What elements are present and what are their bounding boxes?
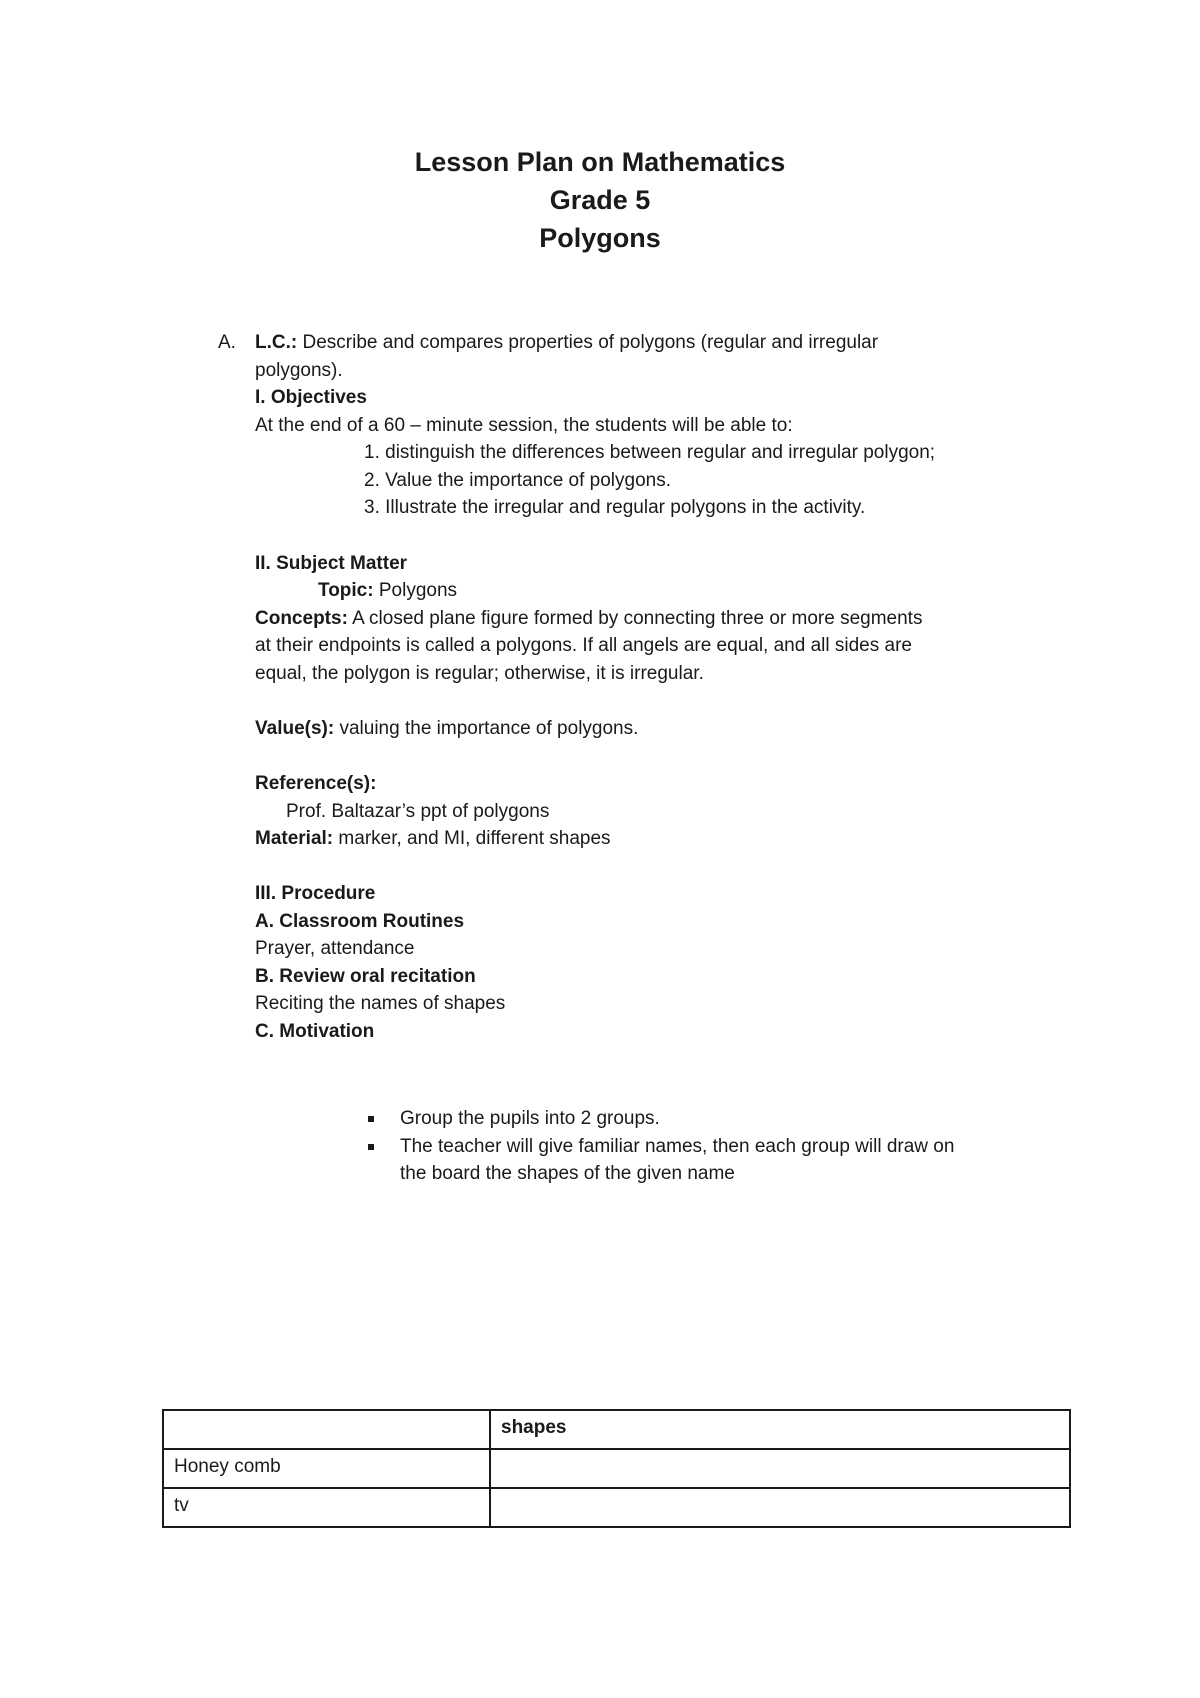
subject-matter-heading: II. Subject Matter (255, 553, 408, 574)
square-bullet-icon (368, 1144, 374, 1150)
table-cell: Honey comb (163, 1449, 490, 1488)
lc-text-1: Describe and compares properties of polygons (regular and irregular (297, 332, 879, 353)
references-heading: Reference(s): (255, 773, 377, 794)
objectives-intro: At the end of a 60 – minute session, the students will be able to: (255, 415, 793, 436)
topic-value: Polygons (373, 580, 458, 601)
shapes-table (162, 1409, 1071, 1528)
topic-label: Topic: (318, 580, 374, 601)
classroom-routines-heading: A. Classroom Routines (255, 911, 465, 932)
values-label: Value(s): (255, 718, 335, 739)
grade-title: Grade 5 (549, 185, 651, 215)
concepts-text-3: equal, the polygon is regular; otherwise, it is irregular. (255, 663, 704, 684)
lc-text-2: polygons). (255, 360, 343, 381)
objective-item: 3. Illustrate the irregular and regular polygons in the activity. (364, 497, 866, 518)
table-header-row (163, 1410, 1070, 1449)
document-title: Lesson Plan on Mathematics (414, 147, 786, 177)
review-heading: B. Review oral recitation (255, 966, 476, 987)
material-text: marker, and MI, different shapes (333, 828, 611, 849)
procedure-heading: III. Procedure (255, 883, 376, 904)
lc-list-marker: A. (218, 332, 236, 353)
objectives-heading: I. Objectives (255, 387, 367, 408)
motivation-bullet-continued: the board the shapes of the given name (400, 1163, 735, 1184)
objective-item: 1. distinguish the differences between regular and irregular polygon; (364, 442, 936, 463)
motivation-bullet: Group the pupils into 2 groups. (400, 1108, 660, 1129)
material-line (255, 825, 611, 852)
motivation-bullet: The teacher will give familiar names, then each group will draw on (400, 1136, 955, 1157)
concepts-label: Concepts: (255, 608, 348, 629)
table-row (163, 1449, 1070, 1488)
table-row (163, 1488, 1070, 1527)
reference-item: Prof. Baltazar’s ppt of polygons (286, 801, 550, 822)
concepts-line (255, 605, 922, 632)
topic-line (318, 577, 457, 604)
material-label: Material: (255, 828, 334, 849)
topic-title: Polygons (539, 223, 661, 253)
table-header-cell: shapes (490, 1410, 1070, 1449)
lc-label: L.C.: (255, 332, 298, 353)
motivation-heading: C. Motivation (255, 1021, 375, 1042)
values-line (255, 715, 638, 742)
concepts-text-2: at their endpoints is called a polygons. If all angels are equal, and all sides are (255, 635, 912, 656)
objective-item: 2. Value the importance of polygons. (364, 470, 672, 491)
classroom-routines-text: Prayer, attendance (255, 938, 415, 959)
review-text: Reciting the names of shapes (255, 993, 506, 1014)
square-bullet-icon (368, 1116, 374, 1122)
table-cell (490, 1449, 1070, 1488)
table-header-cell (163, 1410, 490, 1449)
values-text: valuing the importance of polygons. (334, 718, 639, 739)
table-cell: tv (163, 1488, 490, 1527)
lc-line (255, 329, 878, 356)
concepts-text-1: A closed plane figure formed by connecting three or more segments (347, 608, 923, 629)
table-cell (490, 1488, 1070, 1527)
